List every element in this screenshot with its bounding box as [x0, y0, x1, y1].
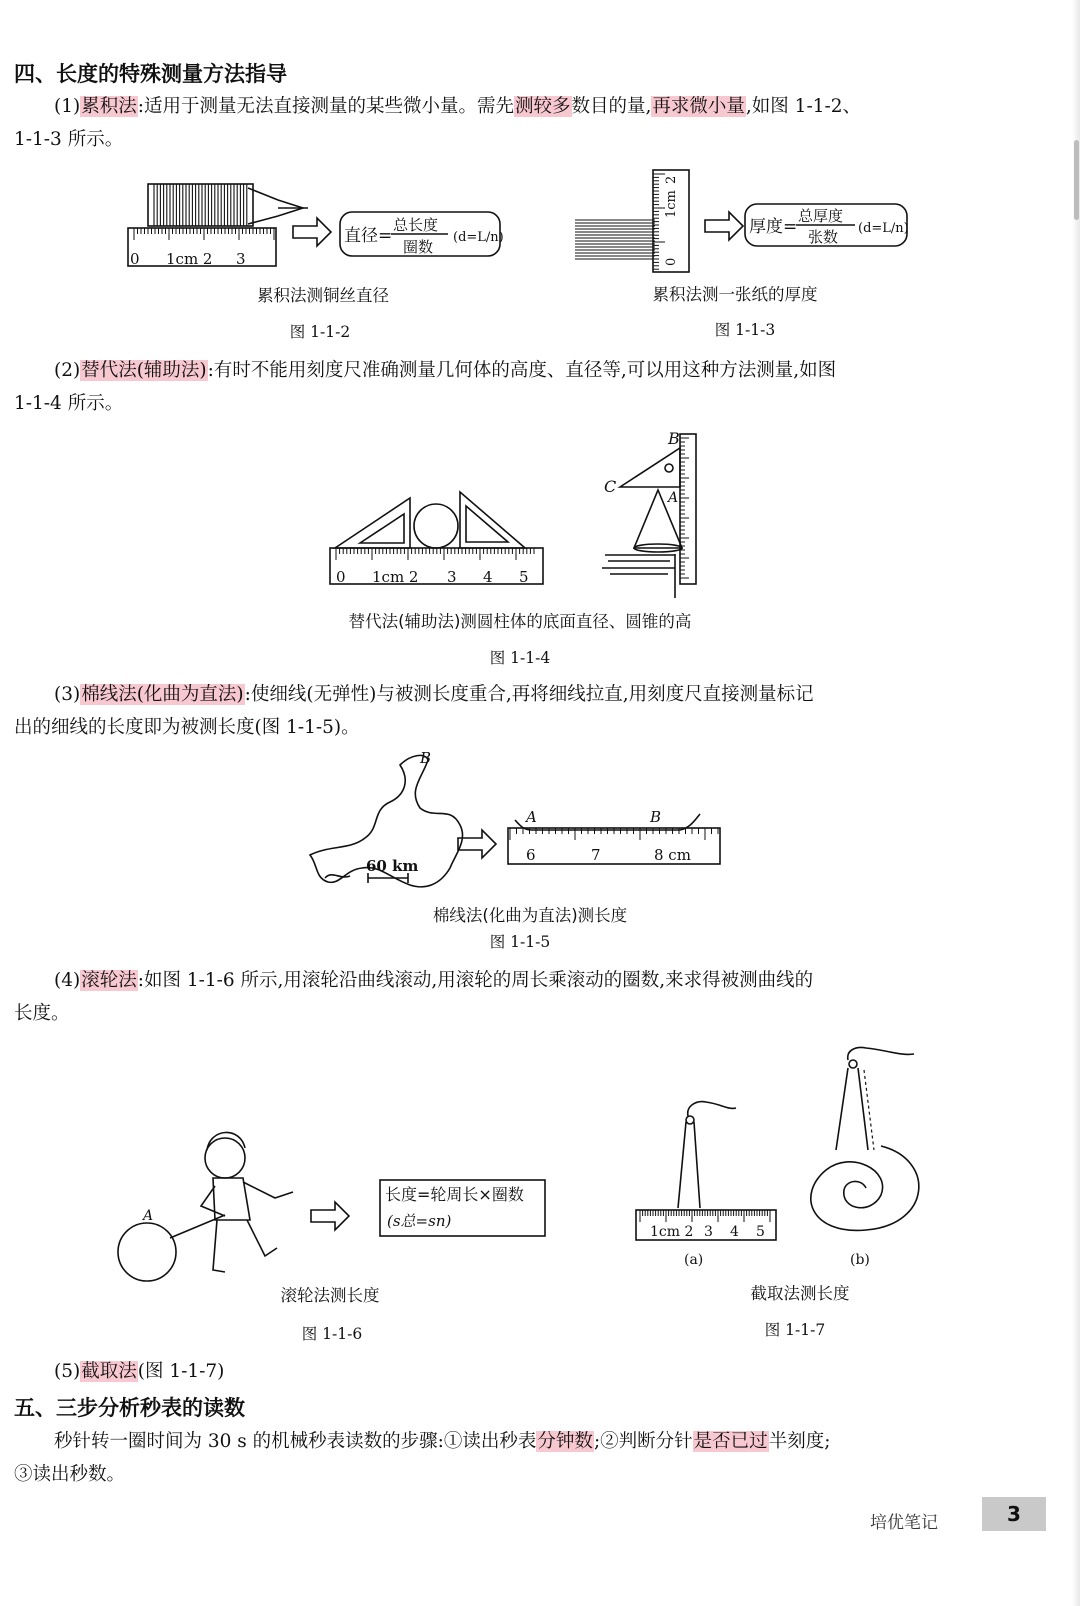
svg-text:(d=L/n): (d=L/n) — [453, 230, 504, 245]
figure-number: 图 1-1-4 — [489, 649, 551, 667]
svg-text:厚度=: 厚度= — [749, 217, 798, 237]
svg-text:60 km: 60 km — [366, 857, 419, 875]
svg-text:(a): (a) — [684, 1252, 704, 1268]
section-heading: 四、长度的特殊测量方法指导 — [14, 62, 287, 86]
svg-text:0: 0 — [664, 257, 679, 266]
svg-text:总长度: 总长度 — [393, 216, 439, 234]
svg-text:7: 7 — [591, 846, 601, 864]
svg-text:2: 2 — [664, 175, 679, 184]
method-name: 替代法(辅助法) — [81, 360, 207, 381]
svg-text:(s总=sn): (s总=sn) — [387, 1212, 452, 1230]
svg-text:4: 4 — [483, 568, 493, 586]
svg-text:直径=: 直径= — [344, 226, 393, 246]
figure-caption: 累积法测铜丝直径 — [257, 286, 389, 305]
svg-text:3: 3 — [704, 1224, 713, 1240]
fig-1-1-6-diagram — [115, 1120, 555, 1290]
footer-label: 培优笔记 — [870, 1513, 938, 1533]
svg-text:圈数: 圈数 — [403, 238, 434, 256]
method-2-paragraph: (2)替代法(辅助法):有时不能用刻度尺准确测量几何体的高度、直径等,可以用这种方法测量,如图 1-1-4 所示。 — [14, 360, 837, 414]
svg-text:0: 0 — [336, 568, 346, 586]
figure-caption: 棉线法(化曲为直法)测长度 — [432, 906, 628, 925]
svg-text:1cm 2: 1cm 2 — [372, 568, 419, 586]
ruler-label: 0 — [130, 250, 140, 268]
method-3-paragraph: (3)棉线法(化曲为直法):使细线(无弹性)与被测长度重合,再将细线拉直,用刻度尺直接测量标记 出的细线的长度即为被测长度(图 1-1-5)。 — [14, 684, 814, 738]
figure-number: 图 1-1-6 — [301, 1325, 363, 1343]
method-4-paragraph: (4)滚轮法:如图 1-1-6 所示,用滚轮沿曲线滚动,用滚轮的周长乘滚动的圈数,来求得被测曲线的 长度。 — [14, 970, 814, 1024]
svg-text:C: C — [604, 477, 617, 496]
fig-1-1-2-diagram — [128, 178, 518, 278]
figure-number: 图 1-1-3 — [714, 321, 776, 339]
scrollbar-thumb[interactable] — [1074, 140, 1079, 220]
svg-text:5: 5 — [756, 1224, 765, 1240]
svg-text:A: A — [143, 1208, 154, 1224]
ruler-label: 3 — [236, 250, 246, 268]
item-number: (1) — [54, 96, 81, 117]
fig-1-1-3-diagram — [575, 170, 920, 275]
method-name: 累积法 — [81, 96, 137, 117]
svg-text:1cm 2: 1cm 2 — [650, 1224, 694, 1240]
svg-text:A: A — [668, 490, 679, 506]
svg-text:总厚度: 总厚度 — [798, 207, 844, 225]
figure-caption: 累积法测一张纸的厚度 — [652, 285, 818, 304]
svg-text:B: B — [668, 429, 680, 448]
figure-number: 图 1-1-5 — [489, 933, 551, 951]
method-name: 滚轮法 — [81, 970, 137, 991]
svg-text:8 cm: 8 cm — [654, 846, 691, 864]
svg-text:B: B — [420, 749, 432, 767]
svg-text:长度=轮周长×圈数: 长度=轮周长×圈数 — [385, 1185, 524, 1204]
svg-text:A: A — [526, 808, 537, 826]
svg-text:3: 3 — [447, 568, 457, 586]
svg-text:4: 4 — [730, 1224, 739, 1240]
method-name: 截取法 — [81, 1361, 137, 1382]
figure-number: 图 1-1-2 — [289, 323, 351, 341]
fig-1-1-4-diagram — [330, 430, 730, 605]
svg-text:5: 5 — [519, 568, 529, 586]
figure-caption: 截取法测长度 — [750, 1284, 850, 1303]
page-number: 3 — [982, 1497, 1046, 1531]
svg-text:1cm: 1cm — [664, 190, 679, 218]
ruler-label: 1cm 2 — [166, 250, 213, 268]
figure-caption: 滚轮法测长度 — [280, 1286, 380, 1305]
method-1-paragraph: (1)累积法:适用于测量无法直接测量的某些微小量。需先测较多数目的量,再求微小量,如图 1-1-2、 1-1-3 所示。 — [14, 96, 861, 150]
svg-text:6: 6 — [526, 846, 536, 864]
figure-number: 图 1-1-7 — [764, 1321, 826, 1339]
method-name: 棉线法(化曲为直法) — [81, 684, 244, 705]
svg-text:(d=L/n): (d=L/n) — [858, 221, 909, 236]
fig-1-1-7-diagram — [636, 1040, 936, 1270]
section-heading: 五、三步分析秒表的读数 — [14, 1396, 245, 1420]
svg-text:B: B — [650, 808, 662, 826]
svg-text:(b): (b) — [850, 1252, 870, 1268]
svg-text:张数: 张数 — [808, 228, 839, 246]
figure-caption: 替代法(辅助法)测圆柱体的底面直径、圆锥的高 — [348, 612, 692, 631]
section5-paragraph: 秒针转一圈时间为 30 s 的机械秒表读数的步骤:①读出秒表分钟数;②判断分针是否已过半刻度; ③读出秒数。 — [14, 1431, 831, 1485]
page-edge-shadow — [1072, 0, 1080, 1606]
method-5-paragraph: (5)截取法(图 1-1-7) — [54, 1361, 225, 1382]
fig-1-1-5-diagram — [310, 750, 730, 900]
